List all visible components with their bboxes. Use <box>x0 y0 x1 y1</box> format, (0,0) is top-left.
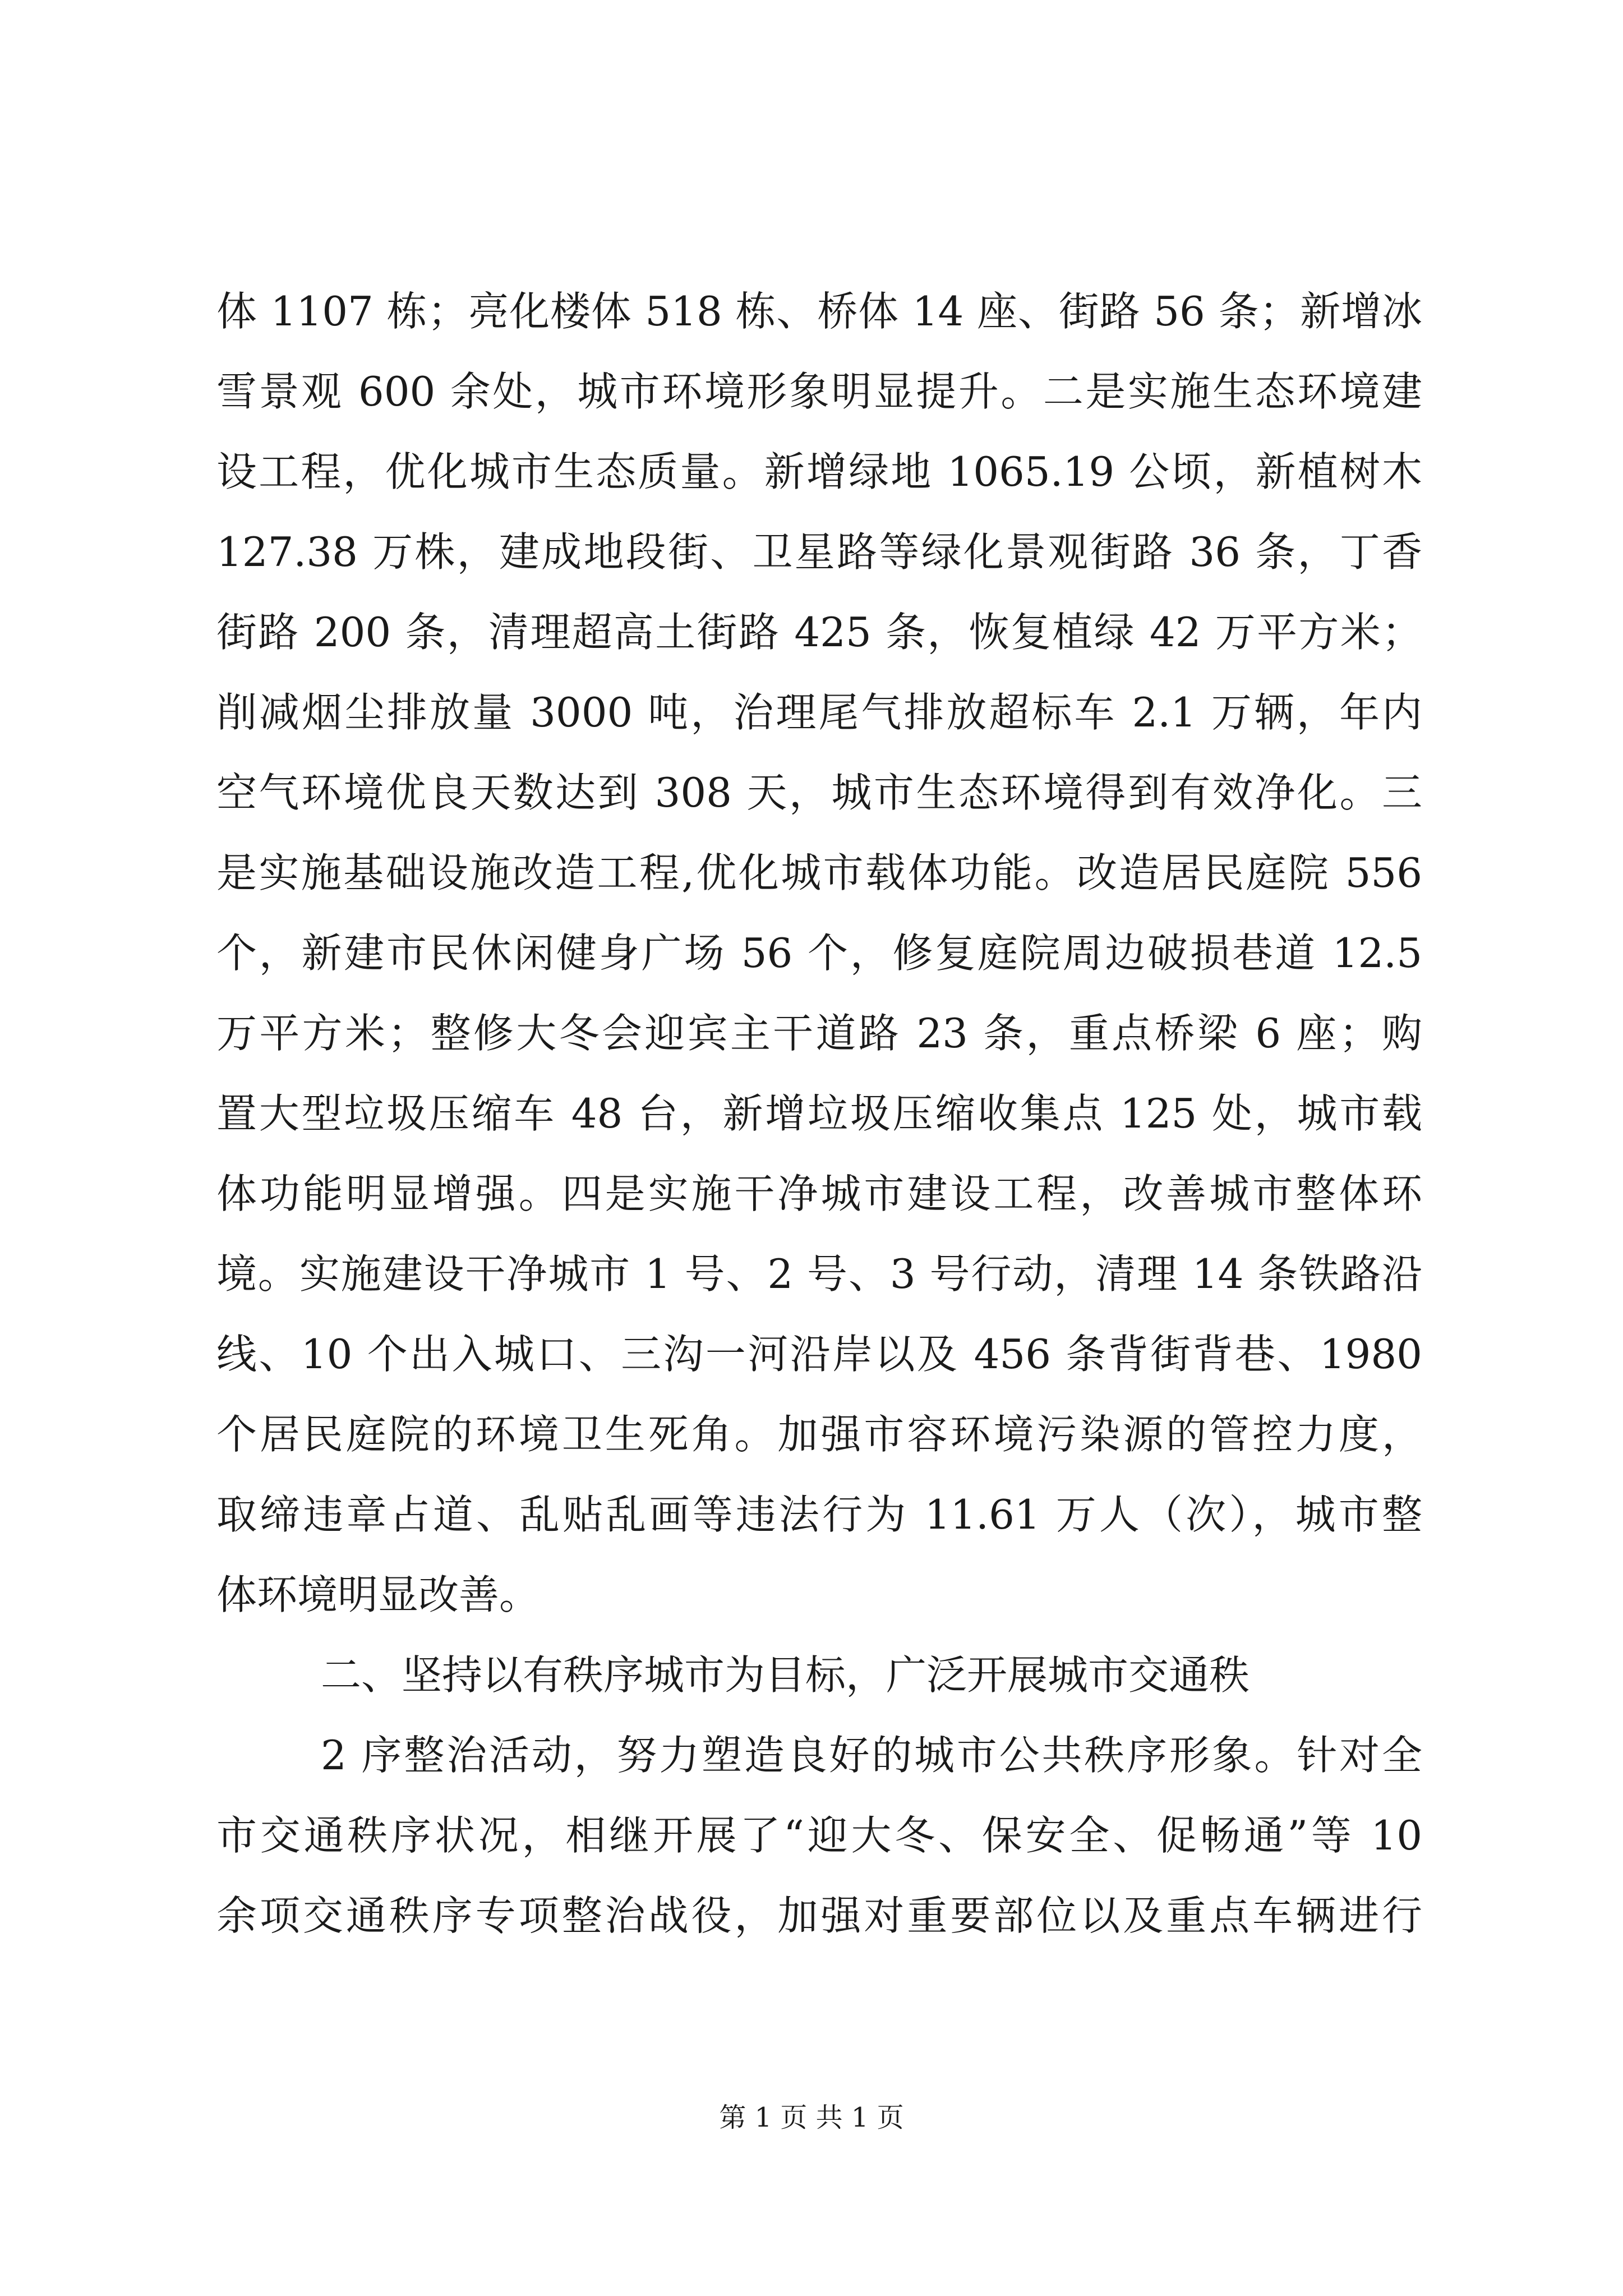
text-line: 是实施基础设施改造工程,优化城市载体功能。改造居民庭院 556 <box>216 849 1422 896</box>
text-line: 余项交通秩序专项整治战役，加强对重要部位以及重点车辆进行 <box>216 1892 1422 1939</box>
text-line: 体 1107 栋；亮化楼体 518 栋、桥体 14 座、街路 56 条；新增冰 <box>216 288 1422 335</box>
text-line: 市交通秩序状况，相继开展了“迎大冬、保安全、促畅通”等 10 <box>216 1812 1422 1859</box>
text-line: 空气环境优良天数达到 308 天，城市生态环境得到有效净化。三 <box>216 769 1422 816</box>
text-line: 万平方米；整修大冬会迎宾主干道路 23 条，重点桥梁 6 座；购 <box>216 1010 1422 1057</box>
page-footer: 第 1 页 共 1 页 <box>719 2102 904 2133</box>
text-line: 街路 200 条，清理超高土街路 425 条，恢复植绿 42 万平方米； <box>216 609 1422 656</box>
text-line: 线、10 个出入城口、三沟一河沿岸以及 456 条背街背巷、1980 <box>216 1331 1422 1378</box>
text-line: 境。实施建设干净城市 1 号、2 号、3 号行动，清理 14 条铁路沿 <box>216 1250 1422 1297</box>
text-line: 127.38 万株，建成地段街、卫星路等绿化景观街路 36 条，丁香 <box>216 528 1422 576</box>
text-line: 取缔违章占道、乱贴乱画等违法行为 11.61 万人（次），城市整 <box>216 1491 1422 1538</box>
text-line: 2 序整治活动，努力塑造良好的城市公共秩序形象。针对全 <box>321 1732 1422 1779</box>
text-line: 体环境明显改善。 <box>216 1571 540 1618</box>
text-line: 置大型垃圾压缩车 48 台，新增垃圾压缩收集点 125 处，城市载 <box>216 1090 1422 1137</box>
text-line: 个居民庭院的环境卫生死角。加强市容环境污染源的管控力度， <box>216 1411 1422 1458</box>
section-heading: 二、坚持以有秩序城市为目标，广泛开展城市交通秩 <box>321 1651 1250 1699</box>
text-line: 雪景观 600 余处，城市环境形象明显提升。二是实施生态环境建 <box>216 368 1422 415</box>
text-line: 个，新建市民休闲健身广场 56 个，修复庭院周边破损巷道 12.5 <box>216 930 1422 977</box>
text-line: 体功能明显增强。四是实施干净城市建设工程，改善城市整体环 <box>216 1170 1422 1217</box>
text-line: 设工程，优化城市生态质量。新增绿地 1065.19 公顷，新植树木 <box>216 448 1422 495</box>
text-line: 削减烟尘排放量 3000 吨，治理尾气排放超标车 2.1 万辆，年内 <box>216 689 1422 736</box>
